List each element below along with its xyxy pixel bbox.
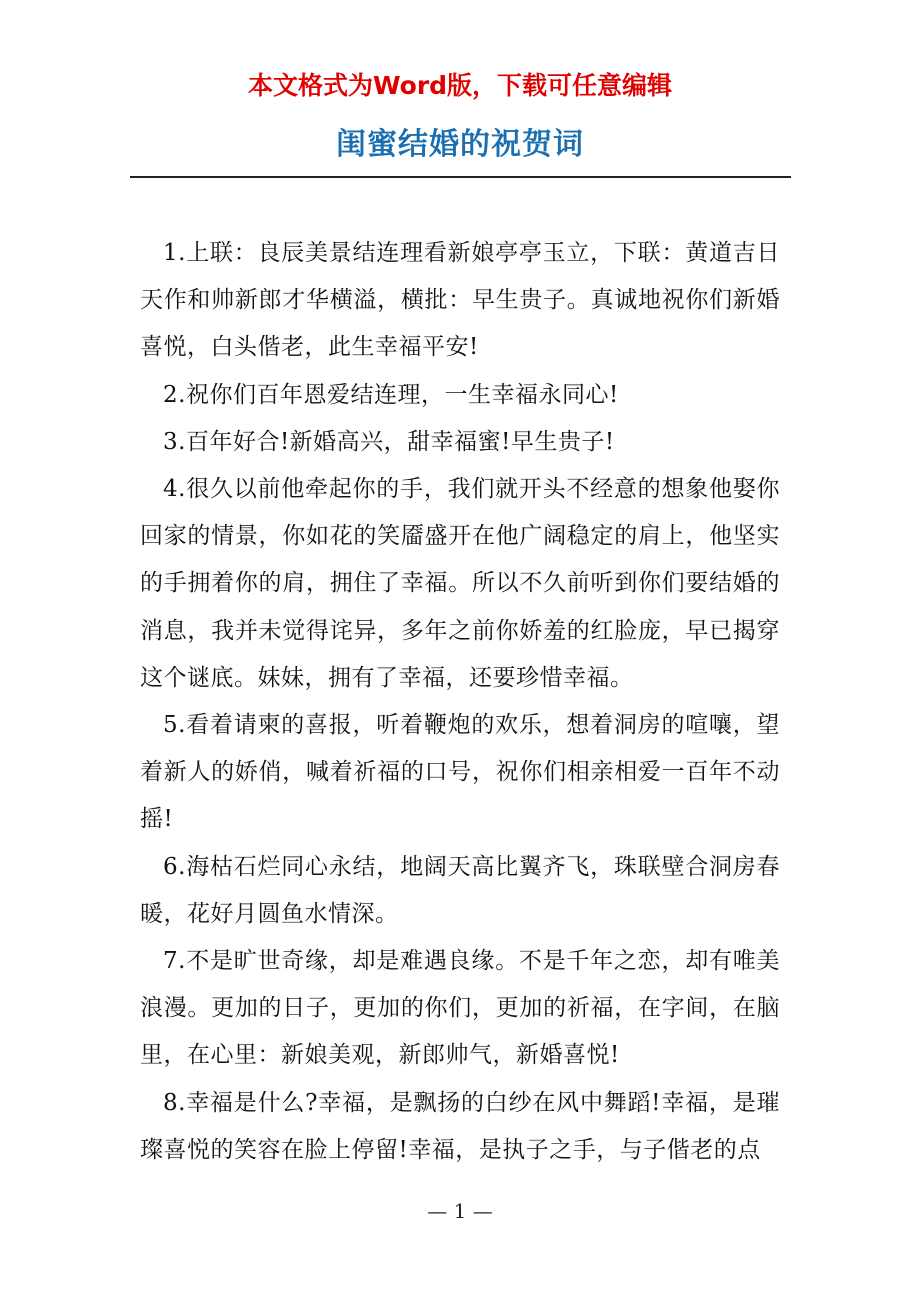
paragraph-5: 5.看着请柬的喜报，听着鞭炮的欢乐，想着洞房的喧嚷，望着新人的娇俏，喊着祈福的口号，祝你们相亲相爱一百年不动摇! <box>140 712 780 833</box>
document-body <box>140 230 780 1174</box>
format-notice-banner: 本文格式为Word版，下载可任意编辑 <box>247 71 673 100</box>
paragraph-4: 4.很久以前他牵起你的手，我们就开头不经意的想象他娶你回家的情景，你如花的笑靥盛开在他广阔稳定的肩上，他坚实的手拥着你的肩，拥住了幸福。所以不久前听到你们要结婚的消息，我并未觉得诧异，多年之前你娇羞的红脸庞，早已揭穿这个谜底。妹妹，拥有了幸福，还要珍惜幸福。 <box>140 476 780 691</box>
paragraph-6: 6.海枯石烂同心永结，地阔天高比翼齐飞，珠联壁合洞房春暖，花好月圆鱼水情深。 <box>140 853 780 927</box>
paragraph-2: 2.祝你们百年恩爱结连理，一生幸福永同心! <box>163 381 619 408</box>
paragraph-3: 3.百年好合!新婚高兴，甜幸福蜜!早生贵子! <box>163 428 615 455</box>
page-number: — 1 — <box>427 1199 493 1223</box>
paragraph-1: 1.上联：良辰美景结连理看新娘亭亭玉立，下联：黄道吉日天作和帅新郎才华横溢，横批：早生贵子。真诚地祝你们新婚喜悦，白头偕老，此生幸福平安! <box>140 240 780 361</box>
paragraph-8: 8.幸福是什么?幸福，是飘扬的白纱在风中舞蹈!幸福，是璀璨喜悦的笑容在脸上停留!幸福，是执子之手，与子偕老的点 <box>140 1089 780 1163</box>
title-divider <box>130 176 791 178</box>
paragraph-7: 7.不是旷世奇缘，却是难遇良缘。不是千年之恋，却有唯美浪漫。更加的日子，更加的你们，更加的祈福，在字间，在脑里，在心里：新娘美观，新郎帅气，新婚喜悦! <box>140 948 780 1069</box>
document-title: 闺蜜结婚的祝贺词 <box>336 127 584 162</box>
